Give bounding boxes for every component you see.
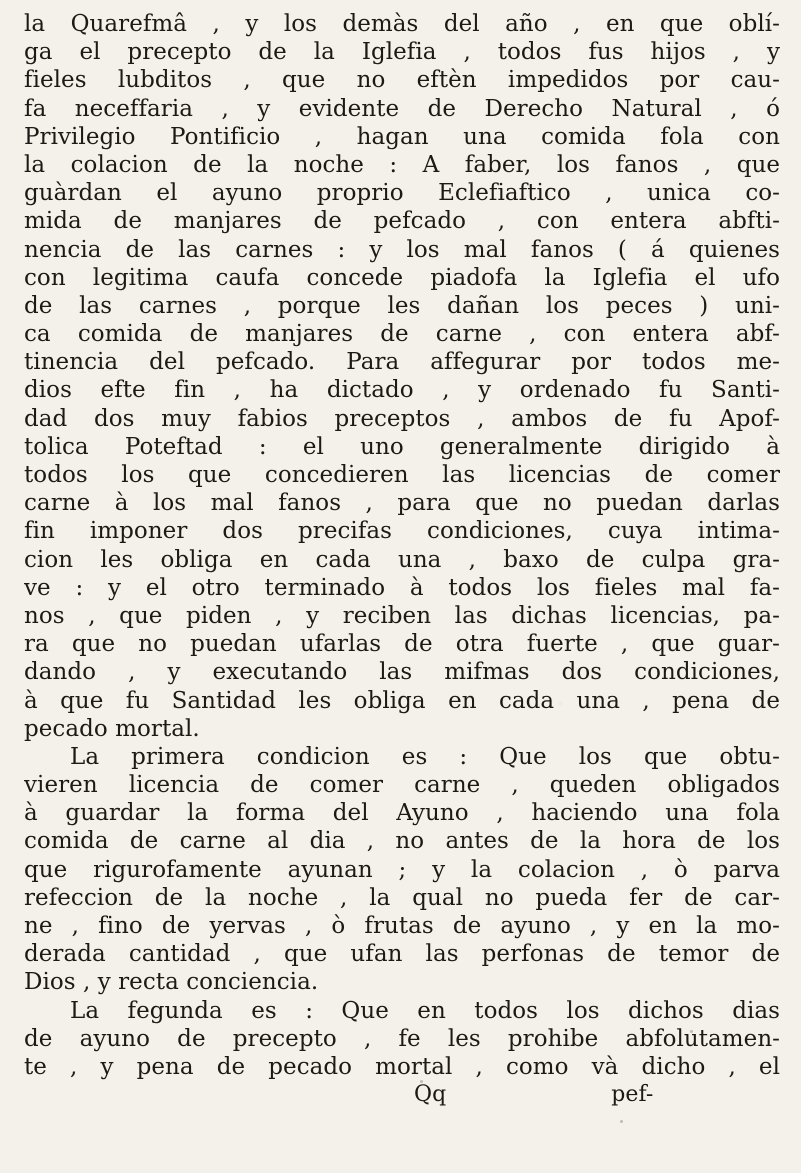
text-line: nencia de las carnes : y los mal fanos ( á quienes bbox=[24, 236, 780, 263]
text-line: à guardar la forma del Ayuno , haciendo una fola bbox=[24, 800, 780, 827]
text-line: tinencia del pefcado. Para affegurar por todos me- bbox=[24, 349, 780, 376]
text-line: tolica Poteftad : el uno generalmente dirigido à bbox=[24, 433, 780, 460]
text-line: la colacion de la noche : A faber, los fanos , que bbox=[24, 151, 780, 178]
text-line: de las carnes , porque les dañan los peces ) uni- bbox=[24, 292, 780, 319]
text-line: nos , que piden , y reciben las dichas licencias, pa- bbox=[24, 602, 780, 629]
text-line: dando , y executando las mifmas dos condiciones, bbox=[24, 659, 780, 686]
paragraph-start-line: La primera condicion es : Que los que obtu- bbox=[70, 743, 780, 770]
text-line: dios efte fin , ha dictado , y ordenado fu Santi- bbox=[24, 377, 780, 404]
catchword: pef- bbox=[611, 1082, 654, 1108]
text-line: que rigurofamente ayunan ; y la colacion , ò parva bbox=[24, 856, 780, 883]
page-footer bbox=[24, 1081, 780, 1109]
text-line: ra que no puedan ufarlas de otra fuerte , que guar- bbox=[24, 631, 780, 658]
paper-speck bbox=[620, 1120, 623, 1123]
text-line: con legitima caufa concede piadofa la Iglefia el ufo bbox=[24, 264, 780, 291]
text-line: fin imponer dos precifas condiciones, cuya intima- bbox=[24, 518, 780, 545]
text-line: comida de carne al dia , no antes de la hora de los bbox=[24, 828, 780, 855]
paper-speck bbox=[690, 1030, 693, 1033]
text-line: ve : y el otro terminado à todos los fieles mal fa- bbox=[24, 574, 780, 601]
text-line: carne à los mal fanos , para que no puedan darlas bbox=[24, 490, 780, 517]
text-line: de ayuno de precepto , fe les prohibe abfolutamen- bbox=[24, 1025, 780, 1052]
text-line: te , y pena de pecado mortal , como và dicho , el bbox=[24, 1053, 780, 1080]
text-line: la Quarefmâ , y los demàs del año , en que oblí- bbox=[24, 11, 780, 37]
text-line: refeccion de la noche , la qual no pueda fer de car- bbox=[24, 884, 780, 911]
text-line: Privilegio Pontificio , hagan una comida fola con bbox=[24, 123, 780, 150]
text-line: mida de manjares de pefcado , con entera abfti- bbox=[24, 208, 780, 235]
signature-mark: Qq bbox=[414, 1082, 447, 1108]
text-line: fieles lubditos , que no eftèn impedidos por cau- bbox=[24, 67, 780, 94]
text-line: guàrdan el ayuno proprio Eclefiaftico , unica co- bbox=[24, 180, 780, 207]
text-line: ca comida de manjares de carne , con entera abf- bbox=[24, 321, 780, 348]
text-line: todos los que concedieren las licencias de comer bbox=[24, 462, 780, 488]
paragraph-end-line: Dios , y recta conciencia. bbox=[24, 969, 319, 996]
text-line: vieren licencia de comer carne , queden obligados bbox=[24, 772, 780, 799]
text-line: cion les obliga en cada una , baxo de culpa gra- bbox=[24, 546, 780, 573]
text-line: dad dos muy fabios preceptos , ambos de fu Apof- bbox=[24, 405, 780, 432]
text-line: ne , fino de yervas , ò frutas de ayuno , y en la mo- bbox=[24, 913, 780, 939]
text-line: à que fu Santidad les obliga en cada una , pena de bbox=[24, 687, 780, 714]
text-line: fa neceffaria , y evidente de Derecho Natural , ó bbox=[24, 95, 780, 122]
paragraph-start-line: La fegunda es : Que en todos los dichos dias bbox=[70, 997, 780, 1024]
text-line: derada cantidad , que ufan las perfonas de temor de bbox=[24, 941, 780, 968]
text-line: ga el precepto de la Iglefia , todos fus hijos , y bbox=[24, 39, 780, 66]
paragraph-end-line: pecado mortal. bbox=[24, 715, 200, 742]
body-text bbox=[24, 10, 780, 1109]
paper-speck bbox=[420, 1080, 423, 1083]
